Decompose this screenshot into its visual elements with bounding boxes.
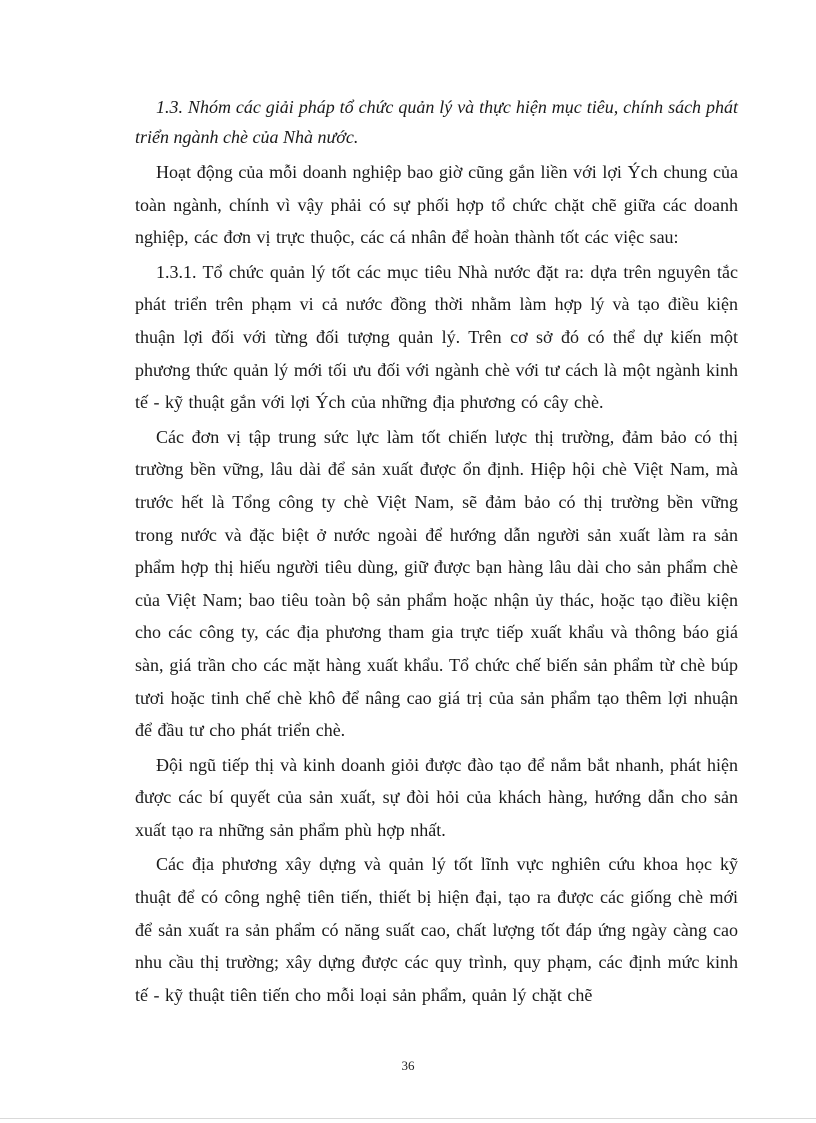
page-number: 36: [401, 1058, 415, 1073]
paragraph-research: Các địa phương xây dựng và quản lý tốt lĩnh vực nghiên cứu khoa học kỹ thuật để có công nghệ tiên tiến, thiết bị hiện đại, tạo ra được các giống chè mới để sản xuất ra sản phẩm có năng suất cao, chất lượng tốt đáp ứng ngày càng cao nhu cầu thị trường; xây dựng được các quy trình, quy phạm, các định mức kinh tế - kỹ thuật tiên tiến cho mỗi loại sản phẩm, quản lý chặt chẽ: [135, 854, 738, 1005]
page-body: [135, 92, 738, 1013]
paragraph-market-strategy: Các đơn vị tập trung sức lực làm tốt chiến lược thị trường, đảm bảo có thị trường bền vững, lâu dài để sản xuất được ổn định. Hiệp hội chè Việt Nam, mà trước hết là Tổng công ty chè Việt Nam, sẽ đảm bảo có thị trường bền vững trong nước và đặc biệt ở nước ngoài để hướng dẫn người sản xuất làm ra sản phẩm hợp thị hiếu người tiêu dùng, giữ được bạn hàng lâu dài cho sản phẩm chè của Việt Nam; bao tiêu toàn bộ sản phẩm hoặc nhận ủy thác, hoặc tạo điều kiện cho các công ty, các địa phương tham gia trực tiếp xuất khẩu và thông báo giá sàn, giá trần cho các mặt hàng xuất khẩu. Tổ chức chế biến sản phẩm từ chè búp tươi hoặc tinh chế chè khô để nâng cao giá trị của sản phẩm tạo thêm lợi nhuận để đầu tư cho phát triển chè.: [135, 426, 738, 741]
section-heading: 1.3. Nhóm các giải pháp tổ chức quản lý và thực hiện mục tiêu, chính sách phát triển ngành chè của Nhà nước.: [135, 97, 738, 147]
paragraph-1-3-1: 1.3.1. Tổ chức quản lý tốt các mục tiêu Nhà nước đặt ra: dựa trên nguyên tắc phát triển trên phạm vi cả nước đồng thời nhằm làm hợp lý và tạo điều kiện thuận lợi đối với từng đối tượng quản lý. Trên cơ sở đó có thể dự kiến một phương thức quản lý mới tối ưu đối với ngành chè với tư cách là một ngành kinh tế - kỹ thuật gắn với lợi Ých của những địa phương có cây chè.: [135, 261, 738, 413]
page-bottom-divider: [0, 1118, 816, 1119]
paragraph-marketing-team: Đội ngũ tiếp thị và kinh doanh giỏi được đào tạo để nắm bắt nhanh, phát hiện được các bí quyết của sản xuất, sự đòi hỏi của khách hàng, hướng dẫn cho sản xuất tạo ra những sản phẩm phù hợp nhất.: [135, 754, 738, 840]
paragraph-intro: Hoạt động của mỗi doanh nghiệp bao giờ cũng gắn liền với lợi Ých chung của toàn ngành, chính vì vậy phải có sự phối hợp tổ chức chặt chẽ giữa các doanh nghiệp, các đơn vị trực thuộc, các cá nhân để hoàn thành tốt các việc sau:: [135, 162, 738, 248]
